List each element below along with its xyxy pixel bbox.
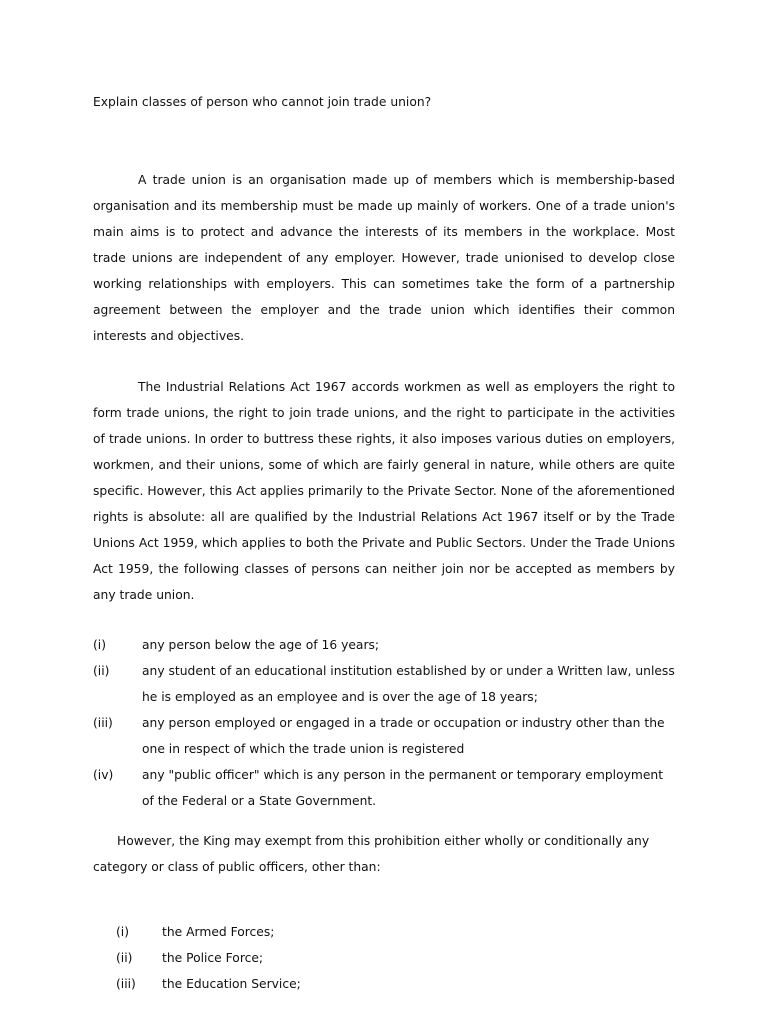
list-item	[93, 710, 678, 762]
list-item	[93, 632, 678, 658]
list-item-text: the Armed Forces;	[162, 925, 275, 939]
paragraph-industrial-relations-act	[93, 374, 675, 608]
list-item-text: the Police Force;	[162, 951, 264, 965]
list-item	[116, 945, 263, 971]
paragraph-text: The Industrial Relations Act 1967 accords workmen as well as employers the right to form trade unions, the right to join trade unions, and the right to participate in the activities of trade unions. In order to buttress these rights, it also imposes various duties on employers, workmen, and their unions, some of which are fairly general in nature, while others are quite specific. However, this Act applies primarily to the Private Sector. None of the aforementioned rights is absolute: all are qualified by the Industrial Relations Act 1967 itself or by the Trade Unions Act 1959, which applies to both the Private and Public Sectors. Under the Trade Unions Act 1959, the following classes of persons can neither join nor be accepted as members by any trade union.	[93, 380, 675, 602]
list-item	[116, 919, 274, 945]
list-item-text: any "public officer" which is any person in the permanent or temporary employment of the Federal or a State Government.	[142, 768, 664, 808]
paragraph-trade-union-definition	[93, 167, 675, 349]
document-title: Explain classes of person who cannot join trade union?	[93, 95, 432, 109]
list-item	[93, 658, 678, 710]
list-item-text: any person below the age of 16 years;	[142, 638, 380, 652]
list-item-number: (i)	[93, 638, 107, 652]
paragraph-text: However, the King may exempt from this prohibition either wholly or conditionally any category or class of public officers, other than:	[93, 834, 650, 874]
list-item-number: (ii)	[116, 951, 133, 965]
paragraph-exemption	[93, 828, 678, 880]
list-item-number: (ii)	[93, 664, 110, 678]
list-item	[116, 971, 301, 997]
paragraph-text: A trade union is an organisation made up of members which is membership-based organisation and its membership must be made up mainly of workers. One of a trade union's main aims is to protect and advance the interests of its members in the workplace. Most trade unions are independent of any employer. However, trade unionised to develop close working relationships with employers. This can sometimes take the form of a partnership agreement between the employer and the trade union which identifies their common interests and objectives.	[93, 173, 675, 343]
list-item-number: (iv)	[93, 768, 114, 782]
list-item-text: any student of an educational institution established by or under a Written law, unless he is employed as an employee and is over the age of 18 years;	[142, 664, 675, 704]
list-item-number: (i)	[116, 925, 130, 939]
list-item	[93, 762, 678, 814]
list-item-number: (iii)	[116, 977, 136, 991]
list-item-text: any person employed or engaged in a trade or occupation or industry other than the one in respect of which the trade union is registered	[142, 716, 665, 756]
list-item-text: the Education Service;	[162, 977, 301, 991]
list-item-number: (iii)	[93, 716, 113, 730]
